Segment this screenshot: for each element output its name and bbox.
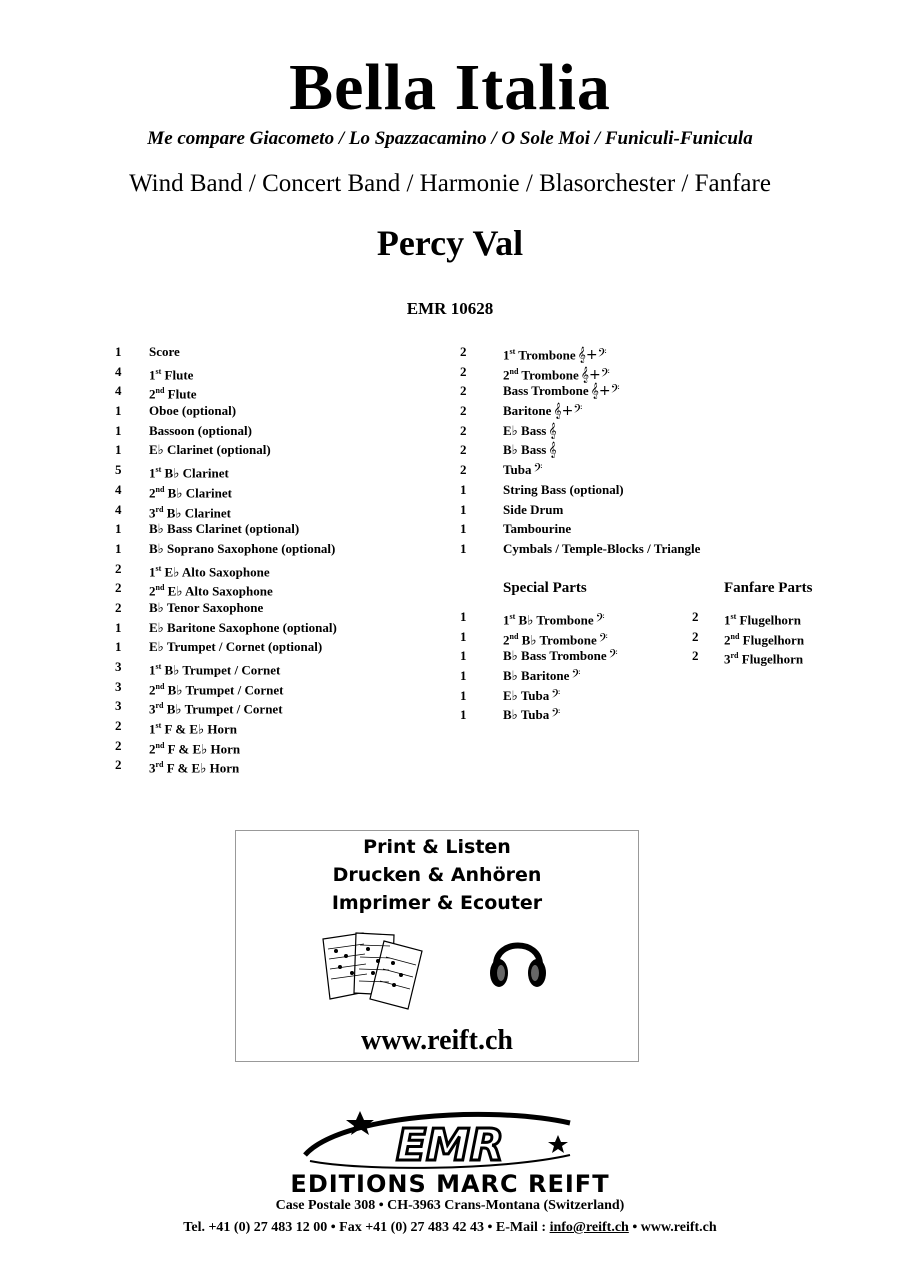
part-quantity: 1 — [115, 442, 122, 458]
part-name: E♭ Baritone Saxophone (optional) — [149, 619, 337, 635]
part-quantity: 1 — [115, 344, 122, 359]
part-row — [115, 637, 435, 657]
part-row — [115, 381, 435, 401]
promo-line-de: Drucken & Anhören — [332, 864, 542, 886]
part-name: 1st B♭ Trumpet / Cornet — [149, 662, 281, 678]
part-name: 1st F & E♭ Horn — [149, 721, 237, 737]
part-quantity: 2 — [115, 737, 122, 753]
part-name: Score — [149, 344, 180, 359]
part-name: Cymbals / Temple-Blocks / Triangle — [503, 540, 701, 556]
part-name: 2nd F & E♭ Horn — [149, 740, 241, 757]
part-quantity: 2 — [115, 757, 122, 773]
part-quantity: 1 — [115, 639, 122, 655]
part-row — [115, 401, 435, 421]
part-row — [460, 539, 790, 559]
part-name: 3rd F & E♭ Horn — [149, 760, 240, 776]
part-name: 3rd B♭ Trumpet / Cornet — [149, 701, 283, 717]
clef-icon: 𝄞+𝄢 — [553, 403, 583, 420]
part-row — [115, 618, 435, 638]
part-name: String Bass (optional) — [503, 481, 624, 497]
part-name: 2nd B♭ Trumpet / Cornet — [149, 681, 284, 698]
part-quantity: 4 — [115, 363, 122, 379]
fanfare-part-row — [692, 627, 852, 647]
publisher-name: EDITIONS MARC REIFT — [290, 1170, 610, 1198]
part-row — [115, 578, 435, 598]
part-row — [460, 500, 790, 520]
part-name: B♭ Bass 𝄞 — [503, 442, 557, 459]
fanfare-part-row — [692, 607, 852, 627]
part-name: 2nd Flute — [149, 386, 197, 402]
part-name: E♭ Trumpet / Cornet (optional) — [149, 639, 323, 655]
part-quantity: 1 — [460, 540, 467, 556]
part-quantity: 1 — [460, 668, 467, 684]
part-row — [115, 755, 435, 775]
part-quantity: 2 — [460, 422, 467, 438]
part-name: Side Drum — [503, 501, 564, 517]
part-quantity: 1 — [115, 619, 122, 635]
ensembles-line: Wind Band / Concert Band / Harmonie / Blasorchester / Fanfare — [129, 170, 771, 197]
subtitle: Me compare Giacometo / Lo Spazzacamino / O Sole Moi / Funiculi-Funicula — [147, 128, 753, 149]
clef-icon: 𝄞 — [548, 442, 557, 459]
part-row — [115, 421, 435, 441]
clef-icon: 𝄢 — [608, 648, 618, 665]
part-quantity: 1 — [460, 609, 467, 624]
part-quantity: 2 — [115, 718, 122, 734]
clef-icon: 𝄢 — [551, 687, 561, 704]
part-quantity: 1 — [460, 501, 467, 517]
part-quantity: 2 — [460, 344, 467, 359]
part-name: B♭ Tuba 𝄢 — [503, 707, 561, 724]
part-name: 2nd Trombone 𝄞+𝄢 — [503, 366, 610, 384]
part-name: Tuba 𝄢 — [503, 462, 543, 479]
part-row — [460, 421, 790, 441]
headphones-icon — [486, 927, 550, 993]
clef-icon: 𝄢 — [595, 612, 605, 629]
part-row — [460, 460, 790, 480]
clef-icon: 𝄢 — [551, 707, 561, 724]
part-name: B♭ Tenor Saxophone — [149, 599, 264, 615]
part-quantity: 3 — [115, 678, 122, 694]
print-listen-box[interactable] — [235, 830, 639, 1062]
part-quantity: 1 — [460, 687, 467, 703]
parts-list-right — [460, 342, 790, 559]
part-quantity: 1 — [115, 403, 122, 419]
logo-text: EMR — [396, 1120, 504, 1171]
special-parts-list — [460, 607, 680, 725]
contact-website: • www.reift.ch — [628, 1220, 717, 1235]
part-quantity: 2 — [115, 560, 122, 576]
special-parts-heading: Special Parts — [503, 580, 587, 596]
fanfare-parts-list — [692, 607, 852, 666]
composer-name: Percy Val — [376, 223, 524, 263]
part-quantity: 4 — [115, 481, 122, 497]
part-name: E♭ Clarinet (optional) — [149, 442, 271, 458]
part-quantity: 2 — [460, 403, 467, 419]
part-quantity: 1 — [115, 521, 122, 537]
promo-url-link[interactable]: www.reift.ch — [361, 1025, 513, 1056]
part-row — [115, 657, 435, 677]
part-name: 1st E♭ Alto Saxophone — [149, 563, 270, 579]
part-name: Oboe (optional) — [149, 403, 237, 419]
publisher-contact — [0, 1220, 900, 1236]
email-link[interactable]: info@reift.ch — [549, 1220, 629, 1235]
clef-icon: 𝄢 — [598, 632, 608, 649]
part-quantity: 1 — [460, 707, 467, 723]
part-name: B♭ Bass Trombone 𝄢 — [503, 648, 618, 665]
part-quantity: 2 — [692, 648, 699, 664]
part-quantity: 1 — [115, 540, 122, 556]
part-quantity: 2 — [460, 462, 467, 478]
part-name: B♭ Baritone 𝄢 — [503, 668, 581, 685]
part-name: 1st B♭ Trombone 𝄢 — [503, 612, 605, 629]
part-row — [115, 559, 435, 579]
part-name: Bassoon (optional) — [149, 422, 252, 438]
part-name: Tambourine — [503, 521, 572, 537]
part-name: 2nd Flugelhorn — [724, 631, 805, 648]
clef-icon: 𝄢 — [533, 462, 543, 479]
part-quantity: 1 — [460, 481, 467, 497]
part-name: 1st Trombone 𝄞+𝄢 — [503, 347, 607, 364]
part-quantity: 1 — [115, 422, 122, 438]
promo-line-en: Print & Listen — [363, 836, 511, 858]
special-part-row — [460, 646, 680, 666]
part-quantity: 2 — [115, 599, 122, 615]
clef-icon: 𝄞+𝄢 — [580, 367, 610, 384]
part-row — [460, 381, 790, 401]
part-name: B♭ Soprano Saxophone (optional) — [149, 540, 336, 556]
clef-icon: 𝄢 — [571, 668, 581, 685]
part-row — [115, 342, 435, 362]
part-quantity: 2 — [692, 609, 699, 624]
part-row — [460, 362, 790, 382]
page-title: Bella Italia — [289, 51, 611, 124]
part-row — [460, 342, 790, 362]
part-name: 2nd E♭ Alto Saxophone — [149, 583, 273, 599]
special-part-row — [460, 686, 680, 706]
part-row — [460, 480, 790, 500]
special-part-row — [460, 705, 680, 725]
part-quantity: 1 — [460, 648, 467, 664]
part-row — [115, 716, 435, 736]
catalog-number: EMR 10628 — [406, 299, 494, 318]
fanfare-part-row — [692, 646, 852, 666]
clef-icon: 𝄞+𝄢 — [577, 347, 607, 364]
part-row — [115, 480, 435, 500]
contact-phone-fax: Tel. +41 (0) 27 483 12 00 • Fax +41 (0) 27 483 42 43 • E-Mail : — [183, 1220, 550, 1235]
part-row — [115, 677, 435, 697]
promo-line-fr: Imprimer & Ecouter — [331, 892, 543, 914]
part-row — [115, 598, 435, 618]
part-quantity: 5 — [115, 462, 122, 478]
part-name: E♭ Bass 𝄞 — [503, 422, 557, 439]
part-name: 3rd Flugelhorn — [724, 651, 804, 667]
part-row — [115, 696, 435, 716]
part-row — [115, 500, 435, 520]
part-name: 2nd B♭ Clarinet — [149, 484, 232, 501]
part-quantity: 1 — [460, 628, 467, 644]
part-quantity: 3 — [115, 659, 122, 674]
part-quantity: 4 — [115, 383, 122, 399]
part-name: E♭ Tuba 𝄢 — [503, 687, 561, 704]
clef-icon: 𝄞+𝄢 — [590, 383, 620, 400]
part-row — [460, 519, 790, 539]
part-name: 3rd B♭ Clarinet — [149, 504, 232, 520]
clef-icon: 𝄞 — [548, 422, 557, 439]
special-part-row — [460, 607, 680, 627]
part-quantity: 4 — [115, 501, 122, 517]
part-row — [115, 539, 435, 559]
part-quantity: 2 — [460, 442, 467, 458]
part-name: 1st B♭ Clarinet — [149, 465, 229, 481]
part-row — [460, 401, 790, 421]
part-row — [115, 440, 435, 460]
part-row — [115, 460, 435, 480]
parts-list-left — [115, 342, 435, 775]
special-part-row — [460, 627, 680, 647]
special-part-row — [460, 666, 680, 686]
emr-logo — [300, 1105, 600, 1177]
part-quantity: 2 — [115, 580, 122, 596]
part-name: Bass Trombone 𝄞+𝄢 — [503, 383, 620, 400]
part-quantity: 2 — [460, 383, 467, 399]
part-name: 1st Flugelhorn — [724, 612, 801, 628]
part-row — [460, 440, 790, 460]
publisher-address: Case Postale 308 • CH-3963 Crans-Montana (Switzerland) — [275, 1198, 625, 1213]
part-quantity: 2 — [692, 628, 699, 644]
part-quantity: 2 — [460, 363, 467, 379]
part-row — [115, 519, 435, 539]
sheet-music-icon — [318, 929, 428, 1011]
part-quantity: 1 — [460, 521, 467, 537]
part-name: Baritone 𝄞+𝄢 — [503, 403, 583, 420]
part-name: 2nd B♭ Trombone 𝄢 — [503, 631, 608, 649]
part-quantity: 3 — [115, 698, 122, 714]
part-name: 1st Flute — [149, 366, 194, 383]
part-row — [115, 362, 435, 382]
part-row — [115, 736, 435, 756]
fanfare-parts-heading: Fanfare Parts — [724, 580, 813, 596]
part-name: B♭ Bass Clarinet (optional) — [149, 521, 300, 537]
